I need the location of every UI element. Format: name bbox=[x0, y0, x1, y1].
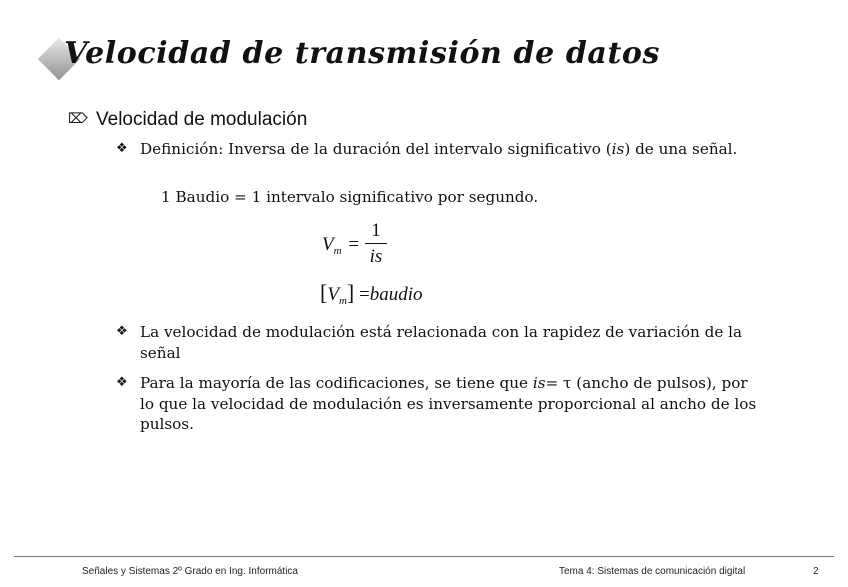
bullet-definition-text: Definición: Inversa de la duración del intervalo significativo (is) de una señal. bbox=[140, 140, 738, 158]
formula-lhs: $V_m$ = bbox=[322, 234, 360, 257]
footer-topic: Tema 4: Sistemas de comunicación digital bbox=[559, 566, 746, 577]
section-bullet-icon: ⌦ bbox=[68, 110, 88, 126]
bullet-rapidez-text: La velocidad de modulación está relacionada con la rapidez de variación de la señal bbox=[140, 323, 743, 362]
bullet-definition bbox=[116, 139, 766, 160]
bullet-diamond-icon: ❖ bbox=[116, 375, 128, 390]
baud-definition: 1 Baudio = 1 intervalo significativo por segundo. bbox=[161, 188, 539, 206]
slide-title: Velocidad de transmisión de datos bbox=[64, 36, 660, 71]
fraction-bar bbox=[365, 243, 387, 244]
formula-fraction bbox=[365, 220, 387, 268]
bullet-diamond-icon: ❖ bbox=[116, 324, 128, 339]
section-heading bbox=[68, 109, 307, 131]
bullet-rapidez bbox=[116, 322, 766, 363]
fraction-denominator: is bbox=[369, 246, 383, 267]
bullet-codificaciones-text: Para la mayoría de las codificaciones, se tiene que is= τ (ancho de pulsos), por lo que la velocidad de modulación es inversamente proporcional al ancho de los pulsos. bbox=[140, 374, 757, 433]
section-heading-text: Velocidad de modulación bbox=[96, 109, 308, 130]
footer-course: Señales y Sistemas 2º Grado en Ing. Informática bbox=[82, 566, 298, 577]
bullet-diamond-icon: ❖ bbox=[116, 141, 128, 156]
fraction-numerator: 1 bbox=[371, 220, 381, 241]
footer-page-number: 2 bbox=[813, 566, 819, 577]
footer-divider bbox=[14, 556, 834, 557]
formula-units: $[V_m]$ =baudio bbox=[320, 280, 423, 307]
bullet-codificaciones bbox=[116, 373, 766, 435]
